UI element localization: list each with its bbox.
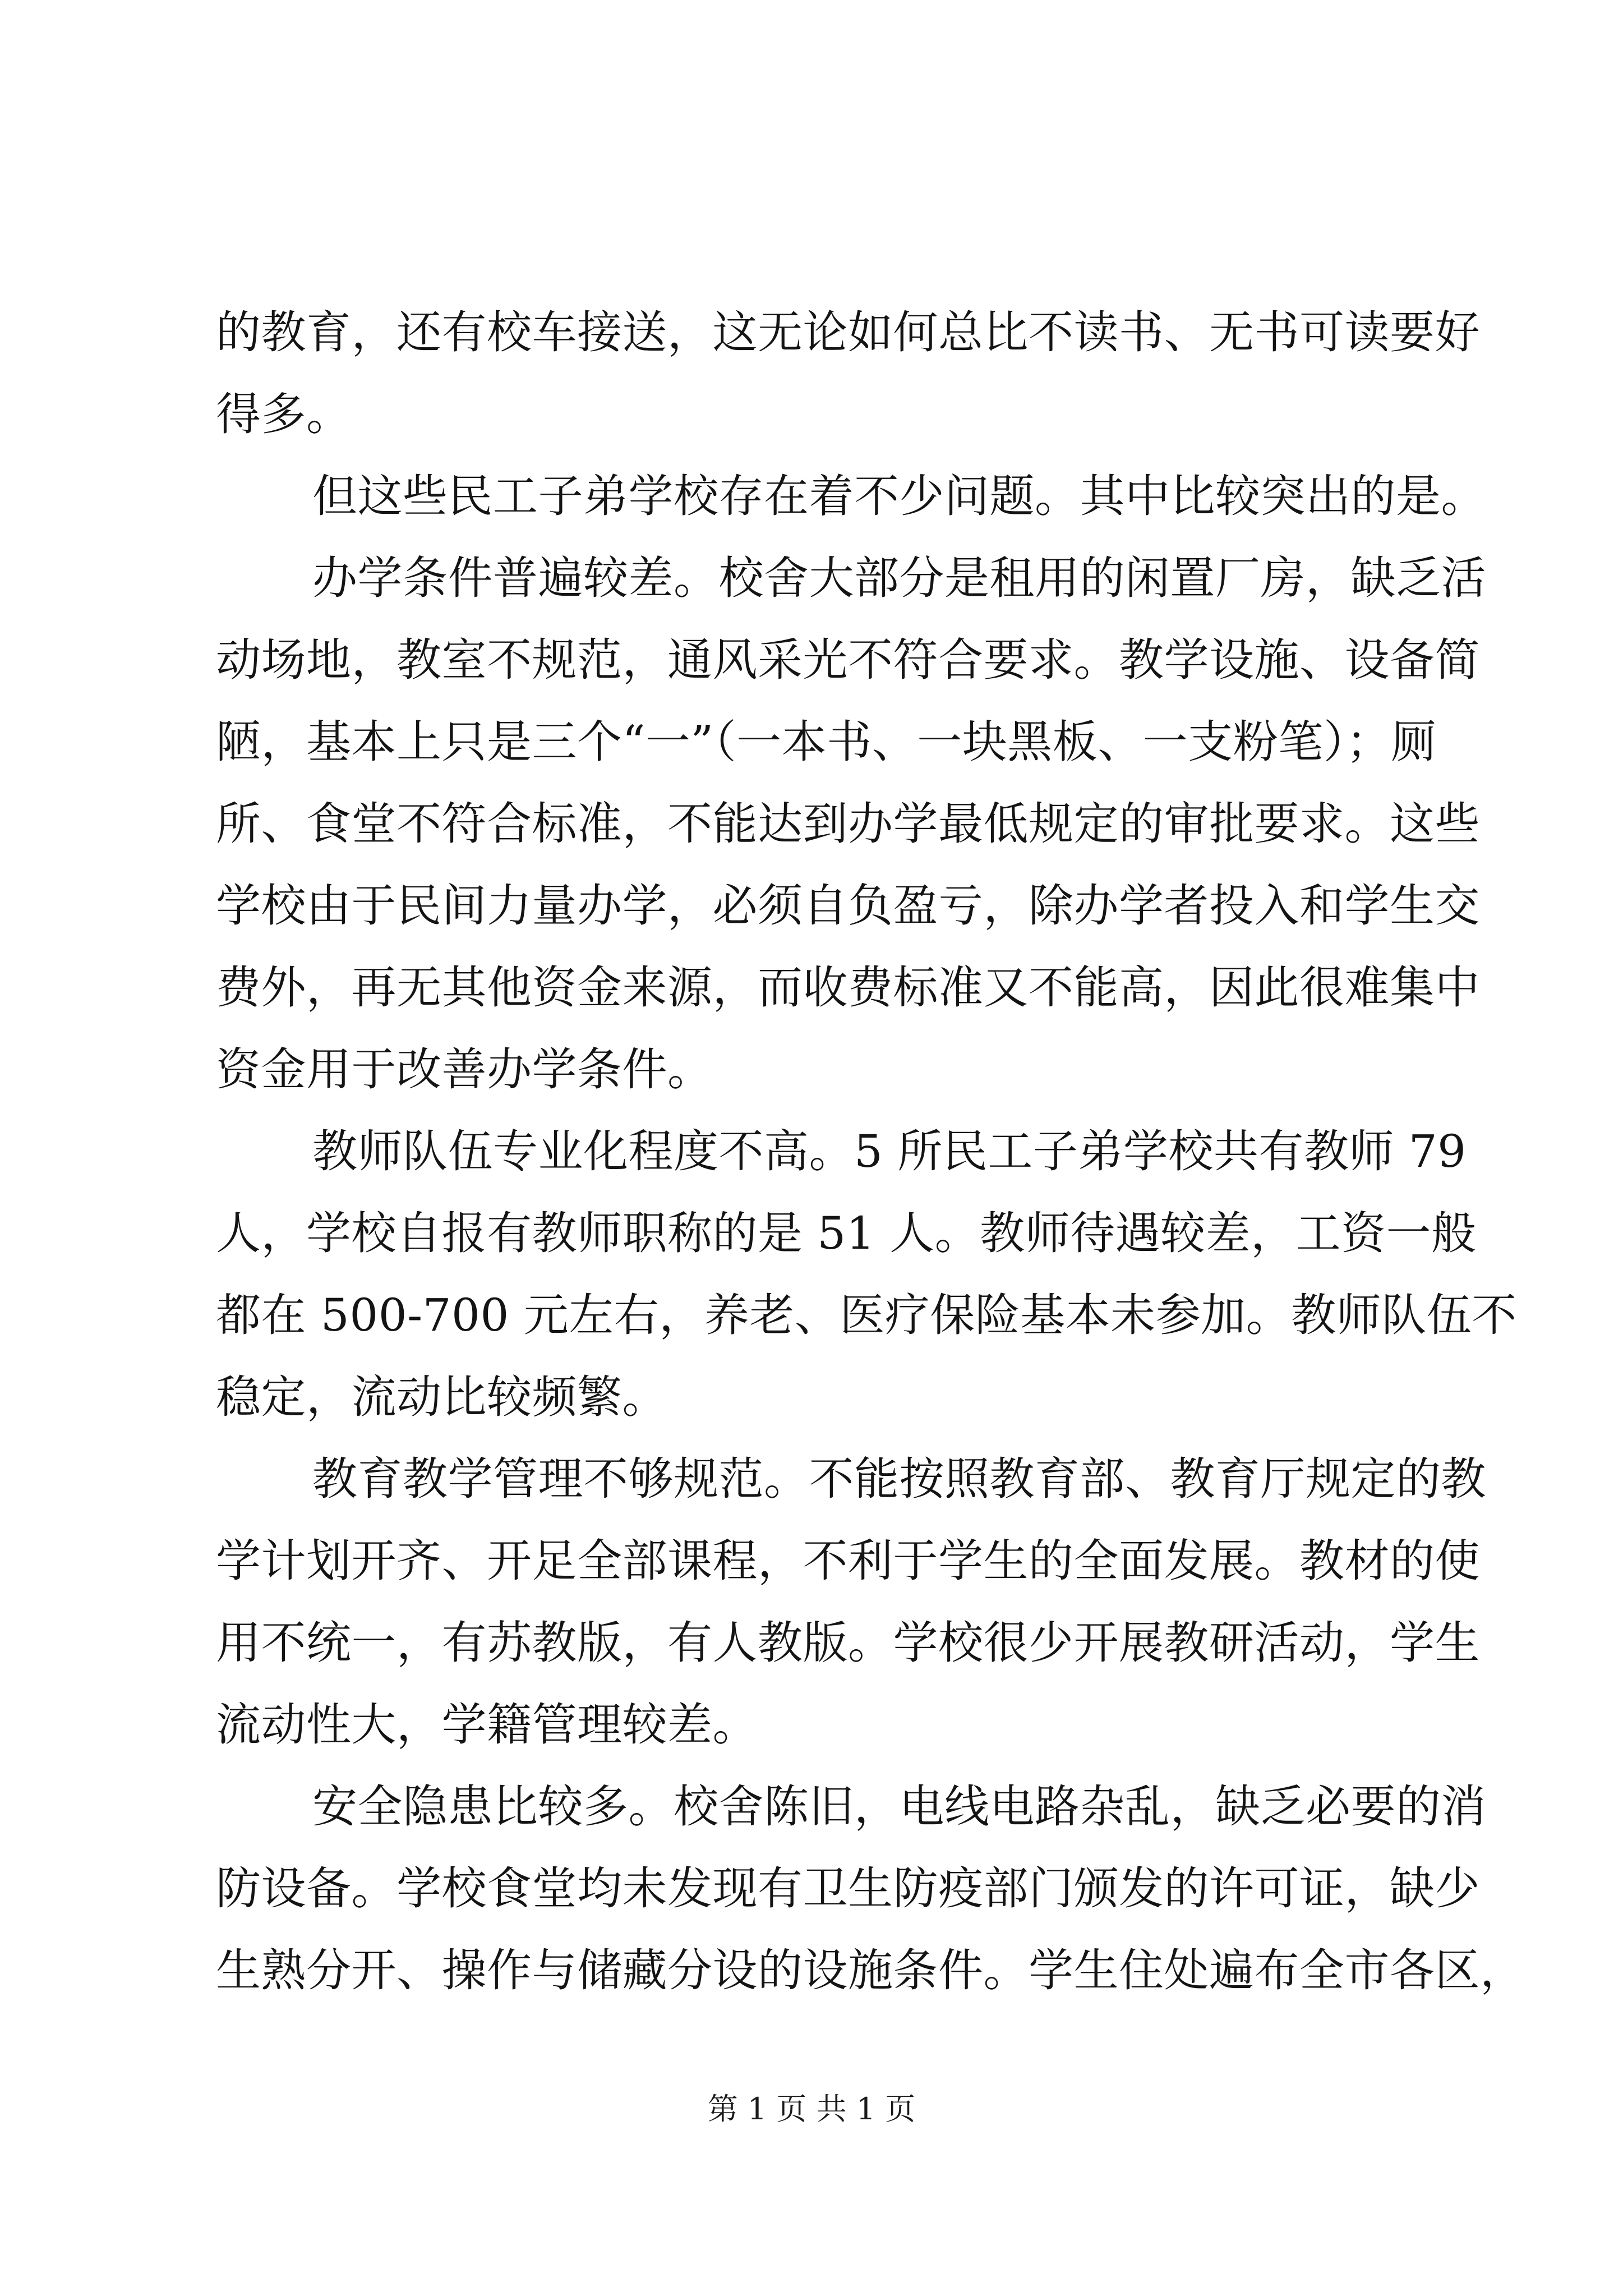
text-line: 得多。 — [216, 388, 352, 440]
text-line: 用不统一，有苏教版，有人教版。学校很少开展教研活动，学生 — [216, 1617, 1480, 1669]
text-line: 防设备。学校食堂均未发现有卫生防疫部门颁发的许可证，缺少 — [216, 1862, 1480, 1915]
text-line: 流动性大，学籍管理较差。 — [216, 1699, 758, 1751]
page-footer — [0, 2090, 1623, 2129]
paragraph — [216, 1111, 1517, 1438]
paragraph — [216, 1766, 1525, 2012]
text-line: 但这些民工子弟学校存在着不少问题。其中比较突出的是。 — [312, 470, 1486, 522]
text-line: 资金用于改善办学条件。 — [216, 1043, 713, 1096]
text-line: 的教育，还有校车接送，这无论如何总比不读书、无书可读要好 — [216, 306, 1480, 358]
text-line: 安全隐患比较多。校舍陈旧，电线电路杂乱，缺乏必要的消 — [312, 1780, 1486, 1833]
text-line: 陋，基本上只是三个“一”（一本书、一块黑板、一支粉笔）；厕 — [216, 716, 1437, 768]
text-line: 人，学校自报有教师职称的是 51 人。教师待遇较差，工资一般 — [216, 1207, 1477, 1259]
text-line: 稳定，流动比较频繁。 — [216, 1371, 667, 1423]
paragraph — [216, 1438, 1486, 1766]
paragraph — [216, 292, 1480, 455]
text-line: 动场地，教室不规范，通风采光不符合要求。教学设施、设备简 — [216, 634, 1480, 686]
text-line: 费外，再无其他资金来源，而收费标准又不能高，因此很难集中 — [216, 961, 1480, 1014]
text-line: 学计划开齐、开足全部课程，不利于学生的全面发展。教材的使 — [216, 1535, 1480, 1587]
text-line: 教育教学管理不够规范。不能按照教育部、教育厅规定的教 — [312, 1453, 1486, 1505]
page-number-label: 第 1 页 共 1 页 — [707, 2091, 916, 2127]
text-line: 教师队伍专业化程度不高。5 所民工子弟学校共有教师 79 — [312, 1125, 1467, 1177]
paragraph — [216, 537, 1486, 1111]
text-line: 都在 500-700 元左右，养老、医疗保险基本未参加。教师队伍不 — [216, 1289, 1517, 1341]
text-line: 生熟分开、操作与储藏分设的设施条件。学生住处遍布全市各区， — [216, 1944, 1525, 1996]
text-line: 所、食堂不符合标准，不能达到办学最低规定的审批要求。这些 — [216, 798, 1480, 850]
document-body — [216, 292, 1525, 2012]
paragraph — [216, 455, 1486, 537]
text-line: 办学条件普遍较差。校舍大部分是租用的闲置厂房，缺乏活 — [312, 552, 1486, 604]
text-line: 学校由于民间力量办学，必须自负盈亏，除办学者投入和学生交 — [216, 880, 1480, 932]
